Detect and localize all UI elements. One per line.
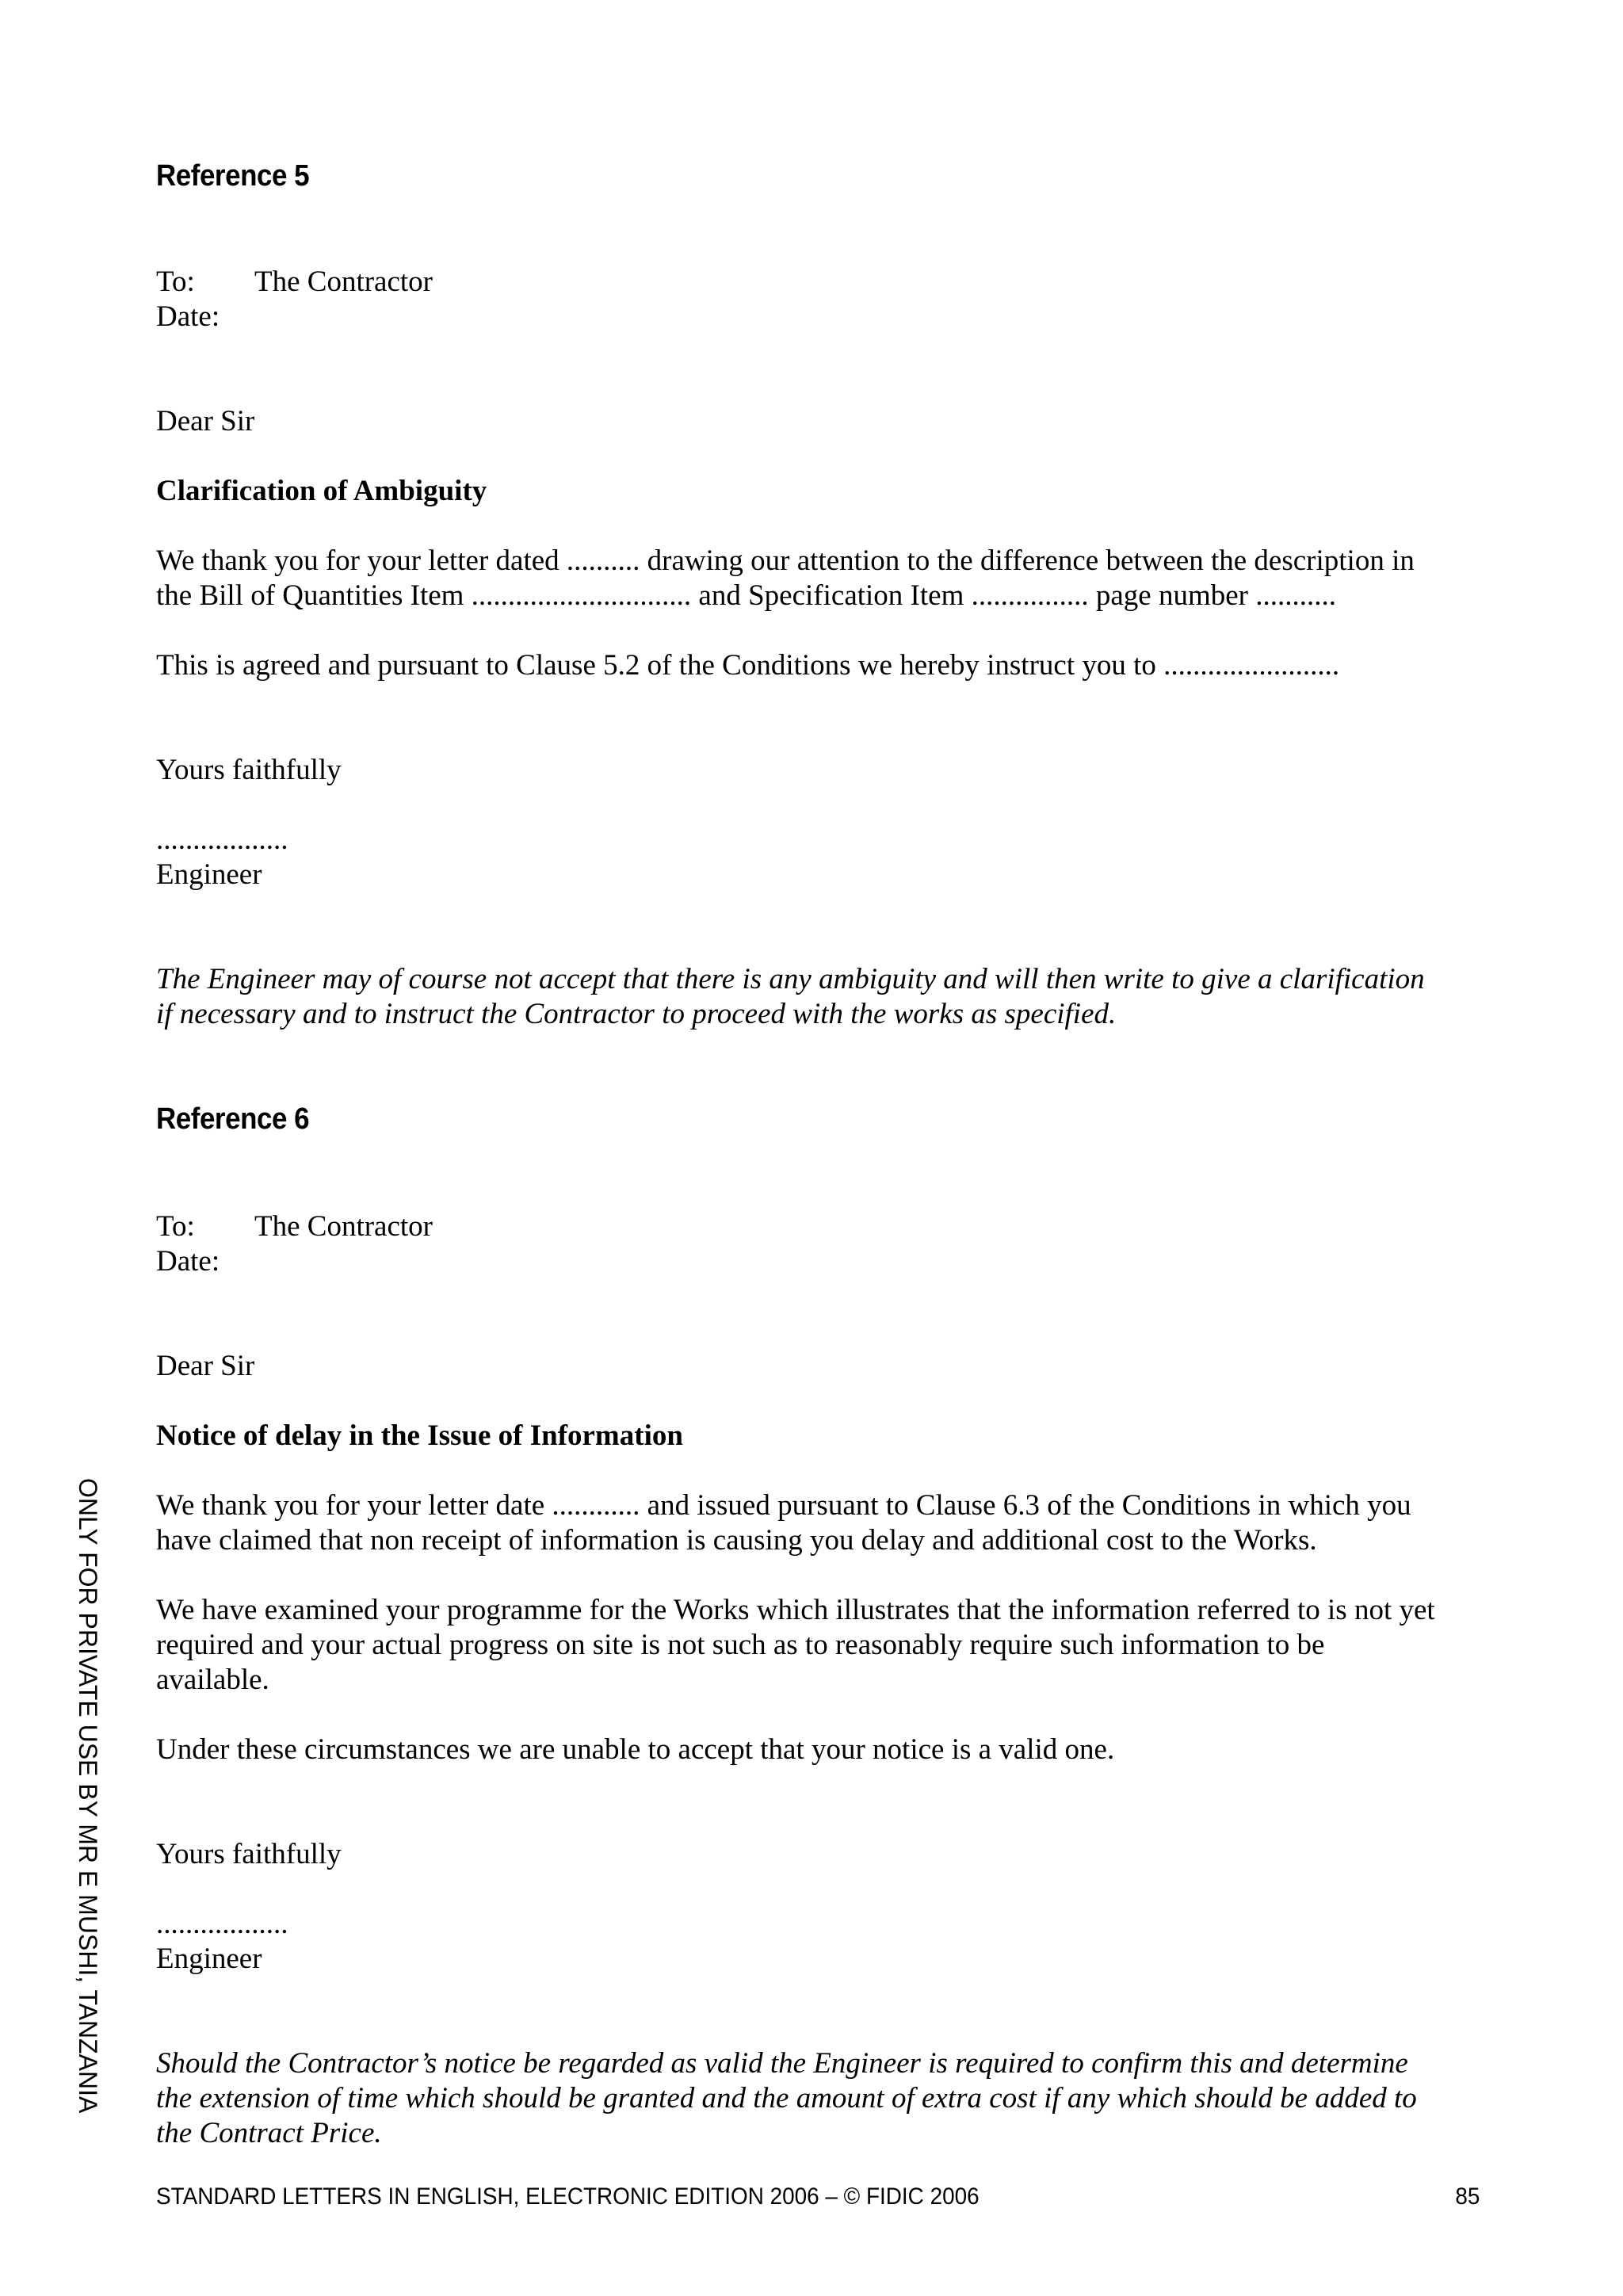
- signatory: Engineer: [156, 1943, 262, 1975]
- paragraph-line: required and your actual progress on site is not such as to reasonably require such information to be: [156, 1629, 1325, 1661]
- to-line: [156, 265, 433, 300]
- to-label: To:: [156, 1210, 195, 1243]
- paragraph-line: We thank you for your letter dated .......... drawing our attention to the difference between the description in: [156, 544, 1415, 577]
- salutation: Dear Sir: [156, 1350, 255, 1382]
- letter-subject: Clarification of Ambiguity: [156, 475, 487, 507]
- to-line: [156, 1209, 433, 1244]
- page-number: 85: [1454, 2183, 1480, 2210]
- date-label: Date:: [156, 300, 220, 333]
- paragraph-line: the Bill of Quantities Item .............................. and Specification Item ................ page number ...........: [156, 579, 1336, 612]
- salutation: Dear Sir: [156, 405, 255, 437]
- note-line: if necessary and to instruct the Contractor to proceed with the works as specified.: [156, 998, 1117, 1030]
- to-value: The Contractor: [254, 266, 433, 298]
- note-line: The Engineer may of course not accept that there is any ambiguity and will then write to give a clarification: [156, 963, 1425, 995]
- paragraph-line: Under these circumstances we are unable to accept that your notice is a valid one.: [156, 1733, 1115, 1766]
- letter-heading: Reference 6: [156, 1102, 310, 1136]
- to-label: To:: [156, 266, 195, 298]
- to-value: The Contractor: [254, 1210, 433, 1243]
- note-line: the Contract Price.: [156, 2117, 382, 2149]
- paragraph-line: We thank you for your letter date ............ and issued pursuant to Clause 6.3 of the Conditions in which you: [156, 1489, 1411, 1522]
- paragraph-line: have claimed that non receipt of information is causing you delay and additional cost to the Works.: [156, 1524, 1317, 1557]
- signatory: Engineer: [156, 858, 262, 891]
- closing: Yours faithfully: [156, 754, 342, 786]
- paragraph-line: We have examined your programme for the Works which illustrates that the information referred to is not yet: [156, 1594, 1435, 1626]
- note-line: Should the Contractor’s notice be regarded as valid the Engineer is required to confirm this and determine: [156, 2047, 1408, 2080]
- footer-copyright: STANDARD LETTERS IN ENGLISH, ELECTRONIC EDITION 2006 – © FIDIC 2006: [156, 2183, 980, 2210]
- signature-line: ..................: [156, 1908, 288, 1940]
- letter-heading: Reference 5: [156, 159, 310, 193]
- paragraph-line: This is agreed and pursuant to Clause 5.2 of the Conditions we hereby instruct you to ........................: [156, 649, 1340, 682]
- side-watermark: ONLY FOR PRIVATE USE BY MR E MUSHI, TANZANIA: [74, 1478, 102, 2114]
- closing: Yours faithfully: [156, 1838, 342, 1870]
- paragraph-line: available.: [156, 1664, 269, 1696]
- page-footer: [156, 2181, 1480, 2213]
- note-line: the extension of time which should be granted and the amount of extra cost if any which should be added to: [156, 2082, 1417, 2115]
- signature-line: ..................: [156, 823, 288, 856]
- letter-subject: Notice of delay in the Issue of Information: [156, 1419, 683, 1452]
- date-label: Date:: [156, 1245, 220, 1278]
